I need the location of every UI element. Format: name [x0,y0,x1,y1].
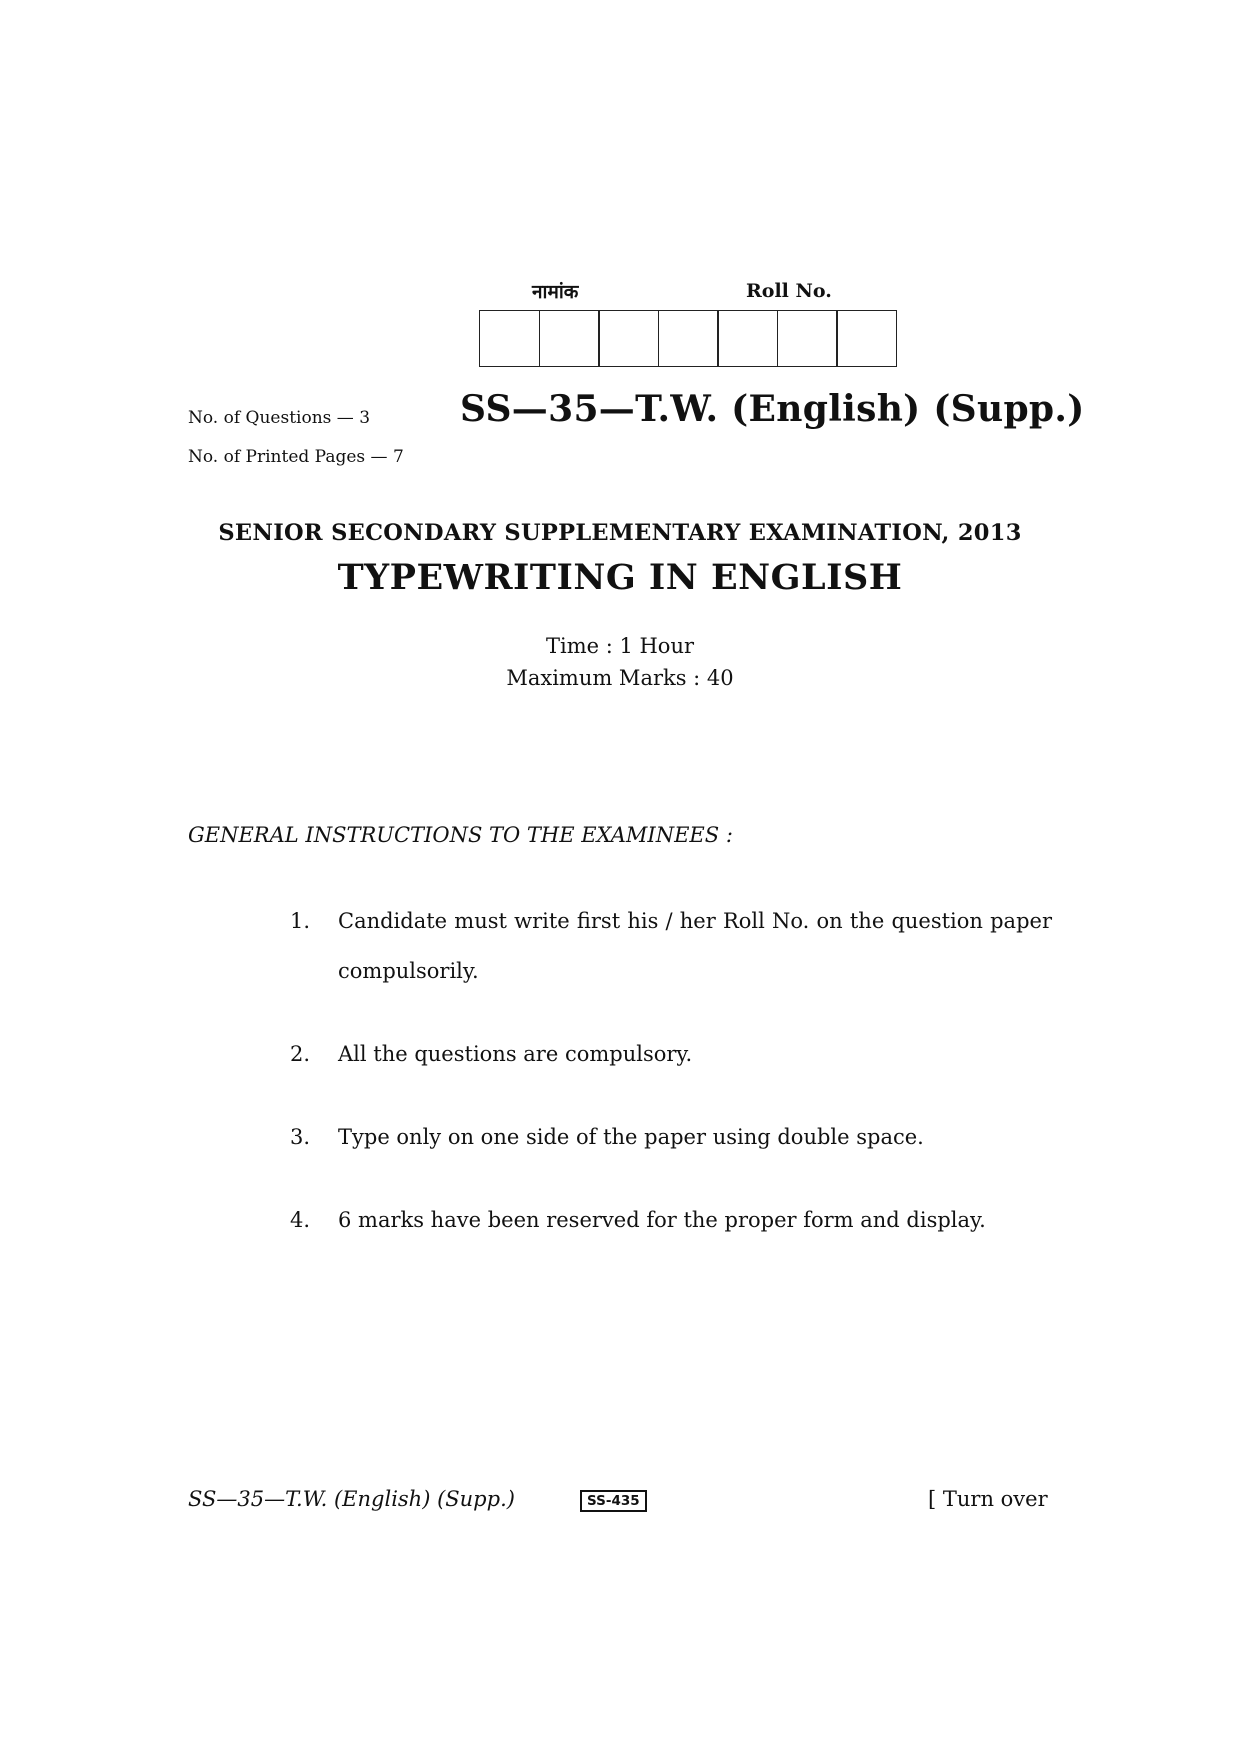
roll-number-box[interactable] [836,310,897,367]
roll-number-box[interactable] [539,310,600,367]
instructions-list [290,896,1052,1278]
instruction-text: All the questions are compulsory. [338,1042,693,1066]
roll-number-box[interactable] [598,310,659,367]
footer-code-badge: SS-435 [580,1490,647,1512]
instruction-item [290,1195,1052,1245]
instructions-heading: GENERAL INSTRUCTIONS TO THE EXAMINEES : [188,823,733,847]
instruction-number: 4. [290,1208,311,1232]
instruction-text: Candidate must write first his / her Roll No. on the question paper compulsorily. [338,909,1052,983]
instruction-item [290,1112,1052,1162]
roll-number-box[interactable] [717,310,778,367]
roll-number-box[interactable] [777,310,838,367]
number-of-pages: No. of Printed Pages — 7 [188,447,404,467]
footer-paper-code: SS—35—T.W. (English) (Supp.) [188,1487,515,1511]
exam-title: SENIOR SECONDARY SUPPLEMENTARY EXAMINATION, 2013 [218,520,1022,546]
exam-time: Time : 1 Hour [545,634,695,658]
subject-title: TYPEWRITING IN ENGLISH [337,557,903,598]
instruction-number: 1. [290,909,311,933]
instruction-item [290,1029,1052,1079]
instruction-number: 3. [290,1125,311,1149]
roll-number-boxes [479,310,897,367]
roll-number-label: Roll No. [746,280,832,302]
instruction-number: 2. [290,1042,311,1066]
roll-number-label-hindi: नामांक [532,281,579,303]
instruction-text: Type only on one side of the paper using double space. [338,1125,924,1149]
turn-over-note: [ Turn over [928,1487,1048,1511]
roll-number-box[interactable] [658,310,719,367]
instruction-item [290,896,1052,996]
number-of-questions: No. of Questions — 3 [188,408,371,428]
paper-code: SS—35—T.W. (English) (Supp.) [460,388,1085,430]
maximum-marks: Maximum Marks : 40 [506,666,734,690]
instruction-text: 6 marks have been reserved for the proper form and display. [338,1208,986,1232]
roll-number-box[interactable] [479,310,540,367]
